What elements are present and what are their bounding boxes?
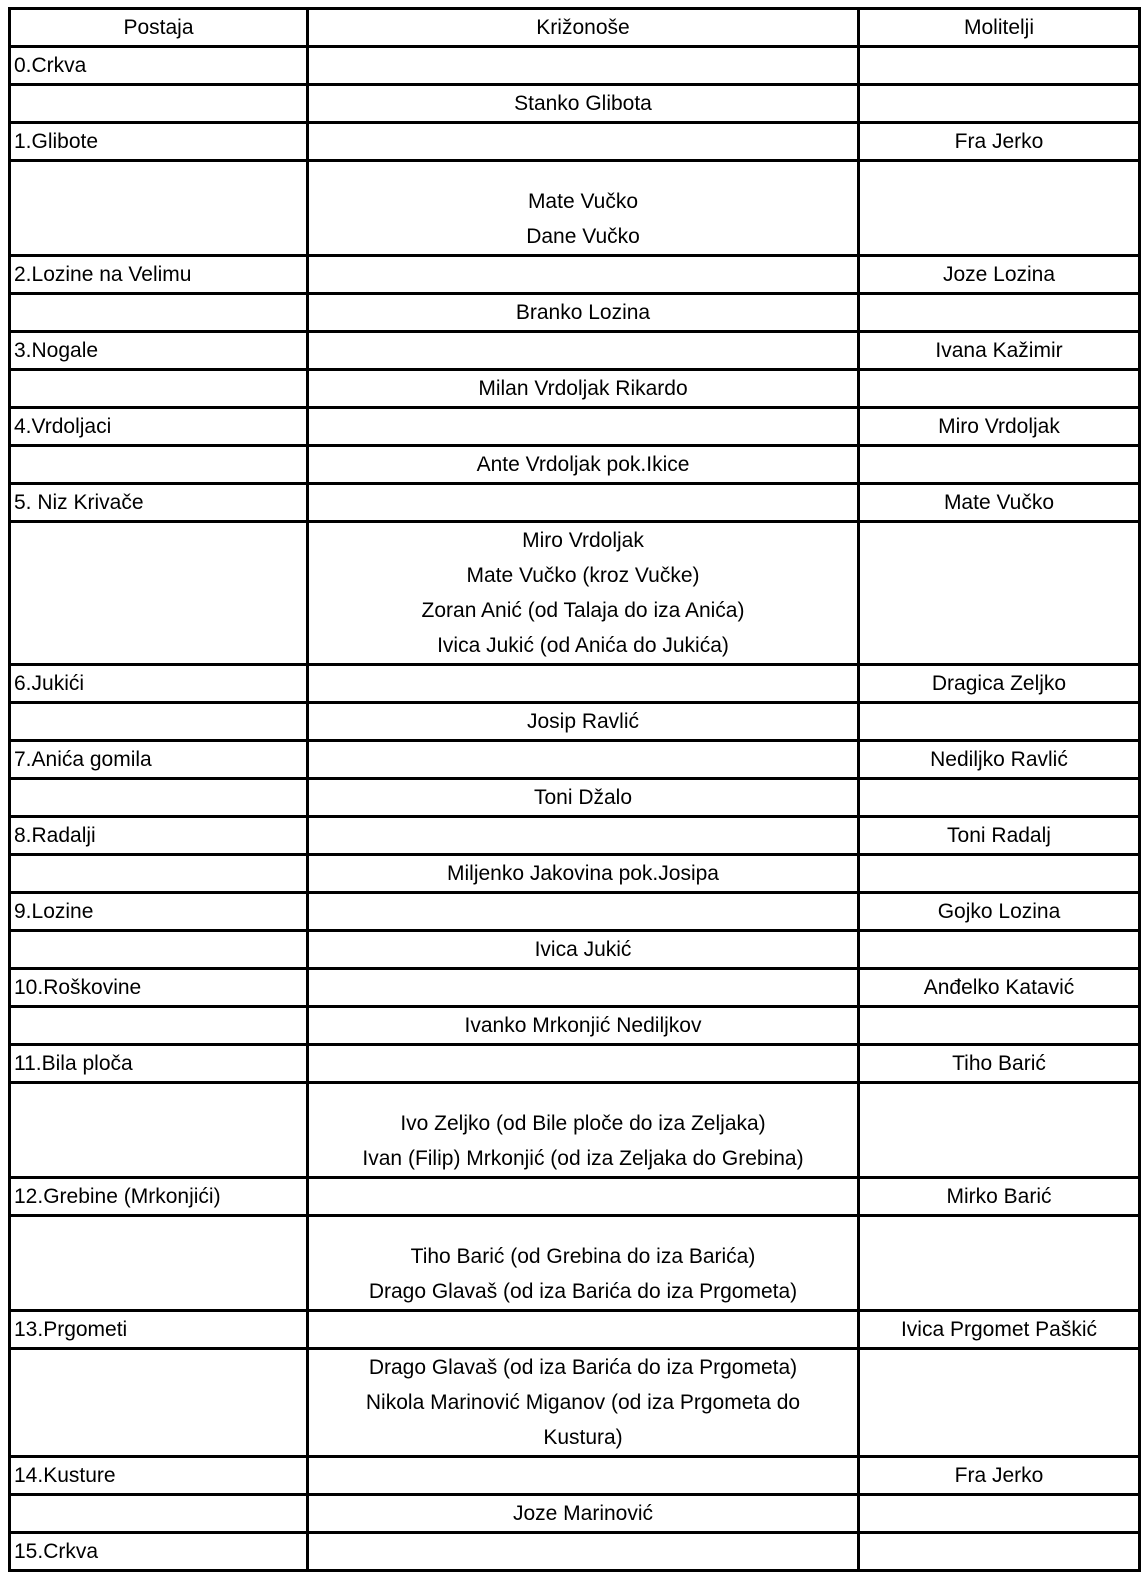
bearers-row xyxy=(10,703,1140,741)
station-cell[interactable]: 1.Glibote xyxy=(10,123,308,161)
prayers-cell[interactable]: Anđelko Katavić xyxy=(859,969,1140,1007)
prayers-cell[interactable] xyxy=(859,161,1140,256)
station-row xyxy=(10,817,1140,855)
station-cell[interactable]: 7.Anića gomila xyxy=(10,741,308,779)
bearer-line: Milan Vrdoljak Rikardo xyxy=(478,377,688,400)
station-row xyxy=(10,741,1140,779)
station-cell[interactable] xyxy=(10,1083,308,1178)
bearer-line: Drago Glavaš (od iza Barića do iza Prgometa) xyxy=(368,1280,798,1303)
prayers-cell[interactable] xyxy=(859,294,1140,332)
bearers-cell[interactable] xyxy=(308,741,859,779)
bearers-cell[interactable] xyxy=(308,484,859,522)
bearers-row xyxy=(10,855,1140,893)
prayers-cell[interactable]: Ivica Prgomet Paškić xyxy=(859,1311,1140,1349)
bearers-row xyxy=(10,779,1140,817)
bearers-row xyxy=(10,1349,1140,1457)
prayers-cell[interactable] xyxy=(859,1349,1140,1457)
bearer-line: Mate Vučko xyxy=(527,190,639,213)
station-cell[interactable]: 0.Crkva xyxy=(10,47,308,85)
bearer-line: Ante Vrdoljak pok.Ikice xyxy=(476,453,690,476)
bearers-row xyxy=(10,370,1140,408)
bearers-cell[interactable] xyxy=(308,408,859,446)
bearer-line: Miljenko Jakovina pok.Josipa xyxy=(447,862,719,885)
prayers-cell[interactable] xyxy=(859,522,1140,665)
prayers-cell[interactable] xyxy=(859,1007,1140,1045)
prayers-cell[interactable]: Mirko Barić xyxy=(859,1178,1140,1216)
station-row xyxy=(10,408,1140,446)
bearer-line: Drago Glavaš (od iza Barića do iza Prgometa) xyxy=(368,1356,798,1379)
station-cell[interactable]: 3.Nogale xyxy=(10,332,308,370)
bearers-row xyxy=(10,1495,1140,1533)
bearers-cell[interactable] xyxy=(308,85,859,123)
prayers-cell[interactable]: Mate Vučko xyxy=(859,484,1140,522)
bearers-cell[interactable] xyxy=(308,1045,859,1083)
bearer-line: Josip Ravlić xyxy=(526,710,640,733)
bearers-row xyxy=(10,1216,1140,1311)
prayers-cell[interactable] xyxy=(859,370,1140,408)
station-row xyxy=(10,893,1140,931)
prayers-cell[interactable]: Ivana Kažimir xyxy=(859,332,1140,370)
bearer-line: Joze Marinović xyxy=(512,1502,654,1525)
prayers-cell[interactable] xyxy=(859,1083,1140,1178)
station-row xyxy=(10,1457,1140,1495)
station-row xyxy=(10,256,1140,294)
bearers-cell[interactable] xyxy=(308,161,859,256)
prayers-cell[interactable] xyxy=(859,47,1140,85)
bearers-cell[interactable] xyxy=(308,1007,859,1045)
station-cell[interactable]: 8.Radalji xyxy=(10,817,308,855)
prayers-cell[interactable] xyxy=(859,1533,1140,1571)
bearers-cell[interactable] xyxy=(308,446,859,484)
station-cell[interactable] xyxy=(10,522,308,665)
station-cell[interactable]: 9.Lozine xyxy=(10,893,308,931)
bearer-line: Miro Vrdoljak xyxy=(522,529,644,552)
prayers-cell[interactable]: Nediljko Ravlić xyxy=(859,741,1140,779)
prayers-cell[interactable]: Miro Vrdoljak xyxy=(859,408,1140,446)
prayers-cell[interactable] xyxy=(859,779,1140,817)
station-cell[interactable] xyxy=(10,161,308,256)
bearers-row xyxy=(10,446,1140,484)
prayers-cell[interactable]: Joze Lozina xyxy=(859,256,1140,294)
station-row xyxy=(10,47,1140,85)
station-row xyxy=(10,332,1140,370)
bearers-cell[interactable] xyxy=(308,665,859,703)
station-cell[interactable]: 10.Roškovine xyxy=(10,969,308,1007)
prayers-cell[interactable] xyxy=(859,931,1140,969)
bearer-line: Toni Džalo xyxy=(533,786,633,809)
bearer-line: Ivan (Filip) Mrkonjić (od iza Zeljaka do Grebina) xyxy=(362,1147,804,1170)
bearers-cell[interactable] xyxy=(308,1533,859,1571)
bearer-line: Stanko Glibota xyxy=(514,92,652,115)
station-cell[interactable]: 13.Prgometi xyxy=(10,1311,308,1349)
station-row xyxy=(10,665,1140,703)
bearers-cell[interactable] xyxy=(308,123,859,161)
prayers-cell[interactable] xyxy=(859,85,1140,123)
station-cell[interactable]: 6.Jukići xyxy=(10,665,308,703)
bearer-line: Zoran Anić (od Talaja do iza Anića) xyxy=(421,599,745,622)
bearers-cell[interactable] xyxy=(308,931,859,969)
station-cell[interactable]: 5. Niz Krivače xyxy=(10,484,308,522)
bearer-line: Dane Vučko xyxy=(526,225,640,248)
station-cell[interactable]: 11.Bila ploča xyxy=(10,1045,308,1083)
station-cell[interactable] xyxy=(10,931,308,969)
prayers-cell[interactable] xyxy=(859,855,1140,893)
bearers-cell[interactable] xyxy=(308,332,859,370)
bearers-cell[interactable] xyxy=(308,294,859,332)
table-body xyxy=(10,47,1140,1571)
bearers-row xyxy=(10,161,1140,256)
bearers-row xyxy=(10,1007,1140,1045)
station-row xyxy=(10,1045,1140,1083)
station-cell[interactable] xyxy=(10,1349,308,1457)
bearer-line: Mate Vučko (kroz Vučke) xyxy=(466,564,700,587)
prayers-cell[interactable]: Gojko Lozina xyxy=(859,893,1140,931)
station-cell[interactable] xyxy=(10,85,308,123)
bearers-cell[interactable] xyxy=(308,522,859,665)
station-cell[interactable] xyxy=(10,1007,308,1045)
prayers-cell[interactable] xyxy=(859,1216,1140,1311)
stations-table xyxy=(8,7,1141,1572)
bearers-cell[interactable] xyxy=(308,703,859,741)
bearers-cell[interactable] xyxy=(308,1457,859,1495)
prayers-cell[interactable]: Toni Radalj xyxy=(859,817,1140,855)
station-cell[interactable] xyxy=(10,855,308,893)
bearers-cell[interactable] xyxy=(308,1216,859,1311)
bearers-cell[interactable] xyxy=(308,256,859,294)
bearers-cell[interactable] xyxy=(308,1083,859,1178)
station-row xyxy=(10,123,1140,161)
bearers-cell[interactable] xyxy=(308,1349,859,1457)
station-cell[interactable]: 4.Vrdoljaci xyxy=(10,408,308,446)
bearers-row xyxy=(10,1083,1140,1178)
bearers-cell[interactable] xyxy=(308,47,859,85)
bearer-line: Ivica Jukić (od Anića do Jukića) xyxy=(437,634,729,657)
station-row xyxy=(10,1311,1140,1349)
bearers-row xyxy=(10,522,1140,665)
bearers-cell[interactable] xyxy=(308,817,859,855)
bearer-line: Ivo Zeljko (od Bile ploče do iza Zeljaka) xyxy=(400,1112,766,1135)
station-cell[interactable] xyxy=(10,446,308,484)
bearer-line: Ivanko Mrkonjić Nediljkov xyxy=(464,1014,702,1037)
station-cell[interactable] xyxy=(10,294,308,332)
prayers-cell[interactable]: Fra Jerko xyxy=(859,123,1140,161)
station-row xyxy=(10,1533,1140,1571)
bearer-line: Ivica Jukić xyxy=(534,938,632,961)
station-cell[interactable]: 14.Kusture xyxy=(10,1457,308,1495)
station-cell[interactable]: 2.Lozine na Velimu xyxy=(10,256,308,294)
bearers-row xyxy=(10,931,1140,969)
header-prayers[interactable]: Molitelji xyxy=(859,9,1140,47)
bearer-line: Branko Lozina xyxy=(515,301,651,324)
station-row xyxy=(10,1178,1140,1216)
bearers-cell[interactable] xyxy=(308,779,859,817)
bearer-line: Nikola Marinović Miganov (od iza Prgometa do xyxy=(365,1391,801,1414)
bearers-cell[interactable] xyxy=(308,370,859,408)
station-row xyxy=(10,969,1140,1007)
station-cell[interactable] xyxy=(10,1495,308,1533)
bearer-line: Kustura) xyxy=(543,1426,623,1449)
prayers-cell[interactable]: Tiho Barić xyxy=(859,1045,1140,1083)
header-bearers[interactable]: Križonoše xyxy=(308,9,859,47)
prayers-cell[interactable]: Fra Jerko xyxy=(859,1457,1140,1495)
bearers-cell[interactable] xyxy=(308,1495,859,1533)
prayers-cell[interactable]: Dragica Zeljko xyxy=(859,665,1140,703)
bearers-row xyxy=(10,294,1140,332)
bearers-row xyxy=(10,85,1140,123)
bearers-cell[interactable] xyxy=(308,1178,859,1216)
bearer-line: Tiho Barić (od Grebina do iza Barića) xyxy=(410,1245,756,1268)
station-cell[interactable]: 12.Grebine (Mrkonjići) xyxy=(10,1178,308,1216)
header-station[interactable]: Postaja xyxy=(10,9,308,47)
bearers-cell[interactable] xyxy=(308,969,859,1007)
station-cell[interactable] xyxy=(10,703,308,741)
prayers-cell[interactable] xyxy=(859,703,1140,741)
header-row xyxy=(10,9,1140,47)
station-cell[interactable] xyxy=(10,779,308,817)
station-row xyxy=(10,484,1140,522)
station-cell[interactable] xyxy=(10,370,308,408)
prayers-cell[interactable] xyxy=(859,446,1140,484)
prayers-cell[interactable] xyxy=(859,1495,1140,1533)
bearers-cell[interactable] xyxy=(308,855,859,893)
station-cell[interactable] xyxy=(10,1216,308,1311)
bearers-cell[interactable] xyxy=(308,1311,859,1349)
station-cell[interactable]: 15.Crkva xyxy=(10,1533,308,1571)
bearers-cell[interactable] xyxy=(308,893,859,931)
